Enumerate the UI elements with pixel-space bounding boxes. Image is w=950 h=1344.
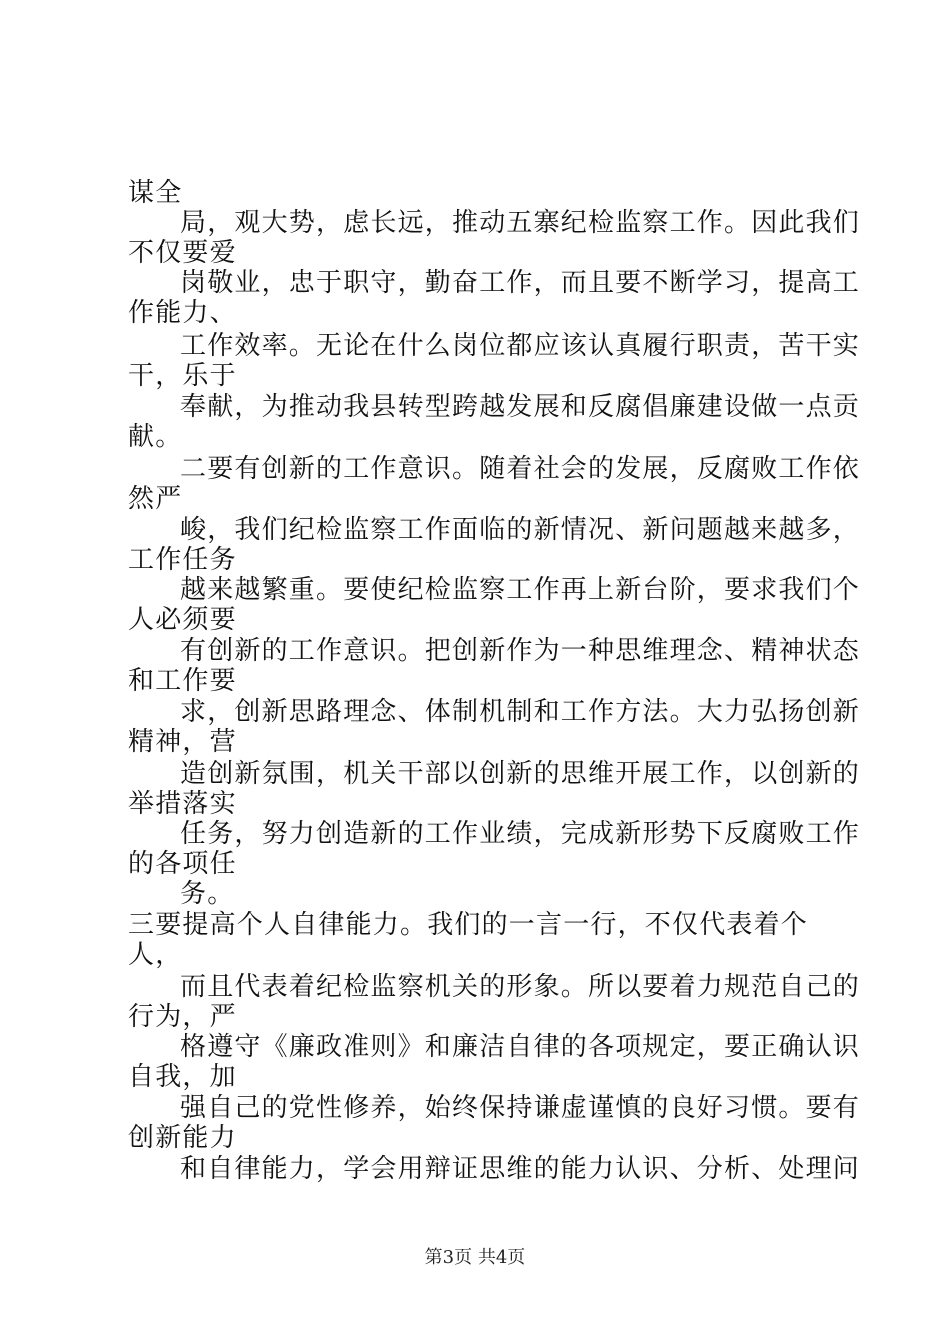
text-line: 精神，营 (128, 727, 237, 757)
text-line: 强自己的党性修养，始终保持谦虚谨慎的良好习惯。要有 (180, 1093, 861, 1123)
text-line: 任务，努力创造新的工作业绩，完成新形势下反腐败工作 (180, 819, 861, 849)
text-line: 三要提高个人自律能力。我们的一言一行，不仅代表着个 (128, 910, 809, 940)
text-line: 求，创新思路理念、体制机制和工作方法。大力弘扬创新 (180, 697, 861, 727)
text-line: 造创新氛围，机关干部以创新的思维开展工作，以创新的 (180, 759, 861, 789)
text-line: 岗敬业，忠于职守，勤奋工作，而且要不断学习，提高工 (180, 268, 861, 298)
text-line: 而且代表着纪检监察机关的形象。所以要着力规范自己的 (180, 972, 861, 1002)
text-line: 局，观大势，虑长远，推动五寨纪检监察工作。因此我们 (180, 208, 861, 238)
text-line: 和工作要 (128, 666, 237, 696)
text-line: 自我，加 (128, 1062, 237, 1092)
text-line: 峻，我们纪检监察工作面临的新情况、新问题越来越多， (180, 515, 861, 545)
text-line: 谋全 (128, 178, 183, 208)
text-line: 不仅要爱 (128, 238, 237, 268)
text-line: 务。 (180, 879, 235, 909)
text-line: 越来越繁重。要使纪检监察工作再上新台阶，要求我们个 (180, 575, 861, 605)
text-line: 工作任务 (128, 545, 237, 575)
text-line: 奉献，为推动我县转型跨越发展和反腐倡廉建设做一点贡 (180, 392, 861, 422)
page-footer: 第3页 共4页 (424, 1247, 526, 1268)
text-line: 然严 (128, 484, 183, 514)
text-line: 的各项任 (128, 849, 237, 879)
text-line: 干，乐于 (128, 361, 237, 391)
text-line: 举措落实 (128, 789, 237, 819)
text-line: 有创新的工作意识。把创新作为一种思维理念、精神状态 (180, 636, 861, 666)
text-line: 人必须要 (128, 605, 237, 635)
text-line: 人， (128, 940, 183, 970)
text-line: 行为，严 (128, 1002, 237, 1032)
text-line: 二要有创新的工作意识。随着社会的发展，反腐败工作依 (180, 454, 861, 484)
text-line: 格遵守《廉政准则》和廉洁自律的各项规定，要正确认识 (180, 1032, 861, 1062)
text-line: 献。 (128, 422, 183, 452)
text-line: 作能力、 (128, 298, 237, 328)
text-line: 创新能力 (128, 1123, 237, 1153)
text-line: 和自律能力，学会用辩证思维的能力认识、分析、处理问 (180, 1154, 861, 1184)
text-line: 工作效率。无论在什么岗位都应该认真履行职责，苦干实 (180, 331, 861, 361)
